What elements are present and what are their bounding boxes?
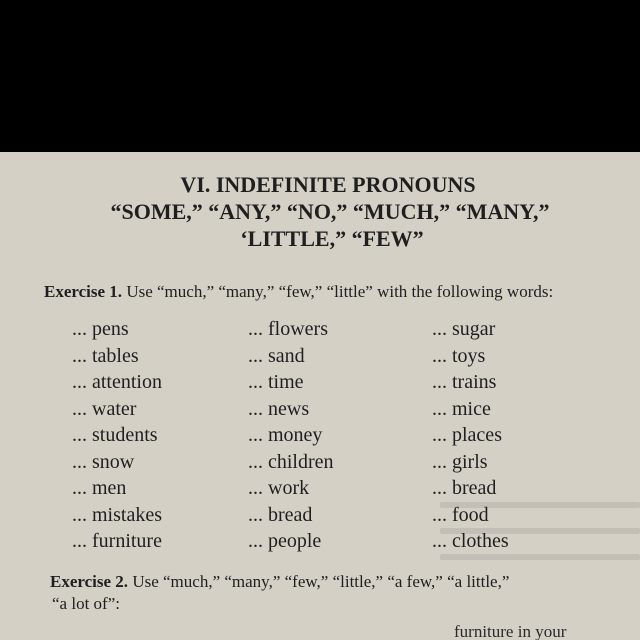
word-item: ... toys [432, 344, 486, 367]
word-item: ... work [248, 477, 310, 499]
partial-text: furniture in your [454, 622, 567, 640]
word-column-2 [248, 318, 334, 557]
word-item: ... people [248, 530, 322, 552]
exercise1-label: Exercise 1. [44, 282, 123, 301]
word-item: ... sugar [432, 318, 496, 340]
word-item: ... girls [432, 450, 488, 473]
word-item: ... flowers [248, 318, 328, 340]
word-column-3 [432, 318, 509, 557]
word-item: ... food [432, 503, 489, 526]
exercise1-heading [44, 282, 553, 302]
word-item: ... mistakes [72, 503, 162, 526]
word-item: ... places [432, 424, 502, 446]
word-item: ... tables [72, 344, 139, 367]
exercise2-instruction-cont: “a lot of”: [52, 594, 120, 613]
word-column-1 [72, 318, 162, 557]
word-item: ... news [248, 397, 310, 420]
word-item: ... bread [432, 477, 497, 499]
exercise2-heading [50, 572, 509, 592]
word-item: ... students [72, 424, 158, 446]
exercise2-label: Exercise 2. [50, 572, 129, 591]
word-item: ... time [248, 371, 304, 393]
exercise1-instruction: Use “much,” “many,” “few,” “little” with the following words: [126, 282, 554, 301]
word-item: ... money [248, 424, 323, 446]
section-subtitle-line1: “SOME,” “ANY,” “NO,” “MUCH,” “MANY,” [110, 199, 550, 224]
word-item: ... clothes [432, 530, 509, 552]
word-item: ... mice [432, 397, 491, 420]
word-item: ... furniture [72, 530, 162, 552]
word-item: ... children [248, 450, 334, 473]
word-item: ... snow [72, 450, 135, 473]
exercise2-instruction: Use “much,” “many,” “few,” “little,” “a few,” “a little,” [132, 572, 510, 591]
word-item: ... pens [72, 318, 129, 340]
word-item: ... attention [72, 371, 162, 393]
book-page [0, 152, 640, 640]
cut-off-text-line [84, 622, 566, 640]
word-item: ... bread [248, 503, 313, 526]
word-item: ... water [72, 397, 137, 420]
word-item: ... men [72, 477, 127, 499]
word-item: ... sand [248, 344, 305, 367]
section-subtitle-line2: ‘LITTLE,” “FEW” [240, 226, 424, 251]
section-title: VI. INDEFINITE PRONOUNS [180, 172, 476, 197]
word-item: ... trains [432, 371, 497, 393]
